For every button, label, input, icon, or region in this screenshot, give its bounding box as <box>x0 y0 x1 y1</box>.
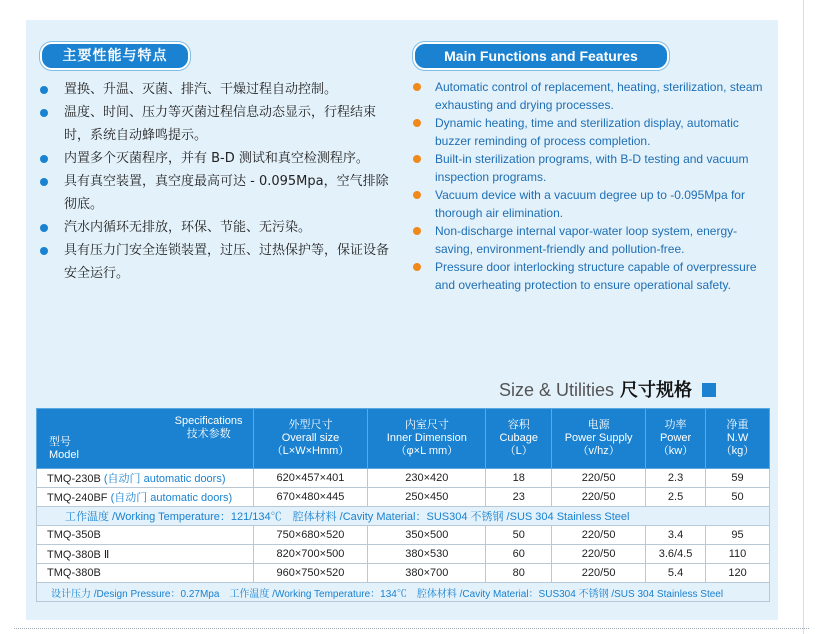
en-feature-item: Dynamic heating, time and sterilization display, automatic buzzer reminding of process completion. <box>413 114 768 150</box>
bullet-dot-icon <box>413 83 421 91</box>
power-cell: 2.3 <box>646 469 706 488</box>
inner-dimension-cell: 350×500 <box>368 526 486 545</box>
net-weight-cell: 120 <box>706 564 770 583</box>
dotted-divider <box>14 628 809 629</box>
power-cell: 2.5 <box>646 488 706 507</box>
square-marker-icon <box>702 383 716 397</box>
cubage-cell: 50 <box>486 526 552 545</box>
spec-model-header <box>37 409 254 469</box>
cn-feature-item: 置换、升温、灭菌、排汽、干燥过程自动控制。 <box>40 78 390 101</box>
cubage-cell: 60 <box>486 545 552 564</box>
model-cell: TMQ-380B <box>37 564 254 583</box>
overall-size-cell: 670×480×445 <box>253 488 368 507</box>
column-header-net-weight: 净重 N.W （kg） <box>706 409 770 469</box>
net-weight-cell: 95 <box>706 526 770 545</box>
power-cell: 5.4 <box>646 564 706 583</box>
design-pressure-band: 设计压力 /Design Pressure：0.27Mpa 工作温度 /Working Temperature：134℃ 腔体材料 /Cavity Material：SUS304 不锈钢 /SUS 304 Stainless Steel <box>37 583 770 602</box>
en-feature-item: Automatic control of replacement, heating, sterilization, steam exhausting and drying processes. <box>413 78 768 114</box>
table-row <box>37 526 770 545</box>
en-features-heading: Main Functions and Features <box>413 42 669 70</box>
power-supply-cell: 220/50 <box>552 488 646 507</box>
bullet-dot-icon <box>40 109 48 117</box>
inner-dimension-cell: 230×420 <box>368 469 486 488</box>
en-feature-item: Non-discharge internal vapor-water loop system, energy-saving, environment-friendly and pollution-free. <box>413 222 768 258</box>
bullet-dot-icon <box>413 119 421 127</box>
column-header-power: 功率 Power （kw） <box>646 409 706 469</box>
column-header-power-supply: 电源 Power Supply （v/hz） <box>552 409 646 469</box>
en-feature-item: Pressure door interlocking structure capable of overpressure and overheating protection to ensure operational safety. <box>413 258 768 294</box>
table-row <box>37 488 770 507</box>
cn-feature-item: 汽水内循环无排放，环保、节能、无污染。 <box>40 216 390 239</box>
net-weight-cell: 59 <box>706 469 770 488</box>
bullet-dot-icon <box>413 263 421 271</box>
en-feature-item: Vacuum device with a vacuum degree up to -0.095Mpa for thorough air elimination. <box>413 186 768 222</box>
bullet-dot-icon <box>40 247 48 255</box>
model-cell: TMQ-380B Ⅱ <box>37 545 254 564</box>
net-weight-cell: 50 <box>706 488 770 507</box>
inner-dimension-cell: 380×700 <box>368 564 486 583</box>
overall-size-cell: 620×457×401 <box>253 469 368 488</box>
divider-line <box>803 0 804 634</box>
cubage-cell: 23 <box>486 488 552 507</box>
bullet-dot-icon <box>413 155 421 163</box>
spec-header: Specifications 技术参数 <box>174 415 243 440</box>
cn-feature-list <box>40 78 390 285</box>
table-row <box>37 469 770 488</box>
cn-feature-item: 具有压力门安全连锁装置，过压、过热保护等，保证设备安全运行。 <box>40 239 390 285</box>
model-cell: TMQ-230B (自动门 automatic doors) <box>37 469 254 488</box>
cn-feature-item: 温度、时间、压力等灭菌过程信息动态显示，行程结束时，系统自动蜂鸣提示。 <box>40 101 390 147</box>
power-supply-cell: 220/50 <box>552 526 646 545</box>
inner-dimension-cell: 250×450 <box>368 488 486 507</box>
en-feature-list <box>413 78 768 294</box>
inner-dimension-cell: 380×530 <box>368 545 486 564</box>
column-header-overall-size: 外型尺寸 Overall size （L×W×Hmm） <box>253 409 368 469</box>
model-header: 型号 Model <box>49 436 79 461</box>
cubage-cell: 80 <box>486 564 552 583</box>
power-cell: 3.6/4.5 <box>646 545 706 564</box>
size-heading-cn: 尺寸规格 <box>620 380 693 401</box>
cn-feature-item: 具有真空装置，真空度最高可达 - 0.095Mpa，空气排除彻底。 <box>40 170 390 216</box>
spec-table <box>36 408 770 602</box>
model-cell: TMQ-350B <box>37 526 254 545</box>
bullet-dot-icon <box>413 227 421 235</box>
cubage-cell: 18 <box>486 469 552 488</box>
bullet-dot-icon <box>413 191 421 199</box>
working-temperature-band: 工作温度 /Working Temperature：121/134℃ 腔体材料 /Cavity Material：SUS304 不锈钢 /SUS 304 Stainless Steel <box>37 507 770 526</box>
bullet-dot-icon <box>40 86 48 94</box>
net-weight-cell: 110 <box>706 545 770 564</box>
table-row <box>37 545 770 564</box>
overall-size-cell: 820×700×500 <box>253 545 368 564</box>
overall-size-cell: 960×750×520 <box>253 564 368 583</box>
power-supply-cell: 220/50 <box>552 469 646 488</box>
bullet-dot-icon <box>40 178 48 186</box>
cn-feature-item: 内置多个灭菌程序，并有 B-D 测试和真空检测程序。 <box>40 147 390 170</box>
column-header-cubage: 容积 Cubage （L） <box>486 409 552 469</box>
size-utilities-heading <box>499 376 716 402</box>
bullet-dot-icon <box>40 155 48 163</box>
en-feature-item: Built-in sterilization programs, with B-D testing and vacuum inspection programs. <box>413 150 768 186</box>
table-header-row <box>37 409 770 469</box>
power-cell: 3.4 <box>646 526 706 545</box>
overall-size-cell: 750×680×520 <box>253 526 368 545</box>
model-cell: TMQ-240BF (自动门 automatic doors) <box>37 488 254 507</box>
power-supply-cell: 220/50 <box>552 545 646 564</box>
bullet-dot-icon <box>40 224 48 232</box>
cn-features-heading: 主要性能与特点 <box>40 42 190 70</box>
size-heading-en: Size & Utilities <box>499 380 615 400</box>
power-supply-cell: 220/50 <box>552 564 646 583</box>
table-row <box>37 564 770 583</box>
column-header-inner-dimension: 内室尺寸 Inner Dimension （φ×L mm） <box>368 409 486 469</box>
